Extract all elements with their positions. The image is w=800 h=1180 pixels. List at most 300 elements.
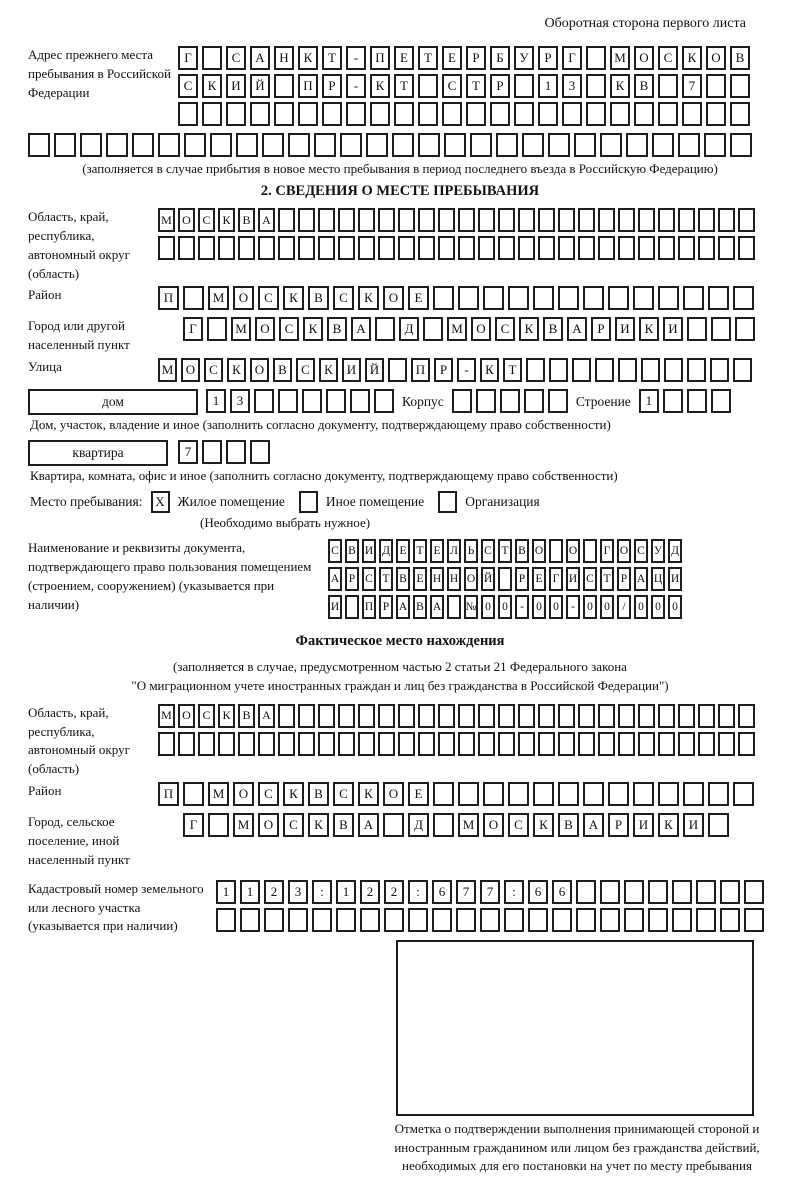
form-cell[interactable] xyxy=(598,732,615,756)
form-cell[interactable]: Й xyxy=(365,358,384,382)
form-cell[interactable] xyxy=(738,236,755,260)
form-cell[interactable] xyxy=(458,704,475,728)
form-cell[interactable]: 0 xyxy=(634,595,648,619)
form-cell[interactable]: С xyxy=(296,358,315,382)
form-cell[interactable]: С xyxy=(279,317,299,341)
form-cell[interactable]: В xyxy=(273,358,292,382)
form-cell[interactable]: Г xyxy=(183,813,204,837)
form-cell[interactable]: О xyxy=(233,782,254,806)
form-cell[interactable]: О xyxy=(634,46,654,70)
form-cell[interactable]: М xyxy=(208,782,229,806)
form-cell[interactable] xyxy=(696,880,716,904)
form-cell[interactable]: К xyxy=(218,208,235,232)
form-cell[interactable]: Е xyxy=(408,782,429,806)
form-cell[interactable] xyxy=(711,389,731,413)
form-cell[interactable] xyxy=(526,358,545,382)
form-cell[interactable] xyxy=(733,286,754,310)
form-cell[interactable] xyxy=(538,208,555,232)
form-cell[interactable] xyxy=(438,208,455,232)
form-cell[interactable] xyxy=(418,704,435,728)
form-cell[interactable]: Т xyxy=(503,358,522,382)
form-cell[interactable]: 0 xyxy=(498,595,512,619)
form-cell[interactable]: В xyxy=(515,539,529,563)
form-cell[interactable]: 0 xyxy=(549,595,563,619)
form-cell[interactable]: Ц xyxy=(651,567,665,591)
form-cell[interactable]: О xyxy=(706,46,726,70)
stay-type-checkbox-residential[interactable]: X xyxy=(151,491,170,513)
form-cell[interactable] xyxy=(658,74,678,98)
form-cell[interactable] xyxy=(358,704,375,728)
form-cell[interactable] xyxy=(398,732,415,756)
form-cell[interactable] xyxy=(533,286,554,310)
form-cell[interactable]: Р xyxy=(490,74,510,98)
form-cell[interactable]: В xyxy=(333,813,354,837)
form-cell[interactable] xyxy=(658,208,675,232)
form-cell[interactable] xyxy=(658,732,675,756)
form-cell[interactable] xyxy=(687,358,706,382)
form-cell[interactable] xyxy=(608,782,629,806)
form-cell[interactable] xyxy=(254,389,274,413)
form-cell[interactable]: Д xyxy=(668,539,682,563)
form-cell[interactable]: Г xyxy=(600,539,614,563)
form-cell[interactable]: К xyxy=(283,782,304,806)
form-cell[interactable] xyxy=(578,236,595,260)
form-cell[interactable]: К xyxy=(639,317,659,341)
form-cell[interactable]: 7 xyxy=(682,74,702,98)
form-cell[interactable] xyxy=(678,732,695,756)
form-cell[interactable]: К xyxy=(227,358,246,382)
form-cell[interactable] xyxy=(314,133,336,157)
form-cell[interactable] xyxy=(600,880,620,904)
form-cell[interactable] xyxy=(508,286,529,310)
form-cell[interactable] xyxy=(202,102,222,126)
form-cell[interactable] xyxy=(418,236,435,260)
form-cell[interactable]: С xyxy=(442,74,462,98)
form-cell[interactable]: К xyxy=(682,46,702,70)
form-cell[interactable]: М xyxy=(610,46,630,70)
form-cell[interactable] xyxy=(274,102,294,126)
form-cell[interactable]: 6 xyxy=(528,880,548,904)
form-cell[interactable] xyxy=(358,236,375,260)
form-cell[interactable]: Т xyxy=(413,539,427,563)
form-cell[interactable] xyxy=(318,236,335,260)
form-cell[interactable] xyxy=(514,102,534,126)
form-cell[interactable]: К xyxy=(519,317,539,341)
form-cell[interactable]: Т xyxy=(418,46,438,70)
form-cell[interactable] xyxy=(398,236,415,260)
form-cell[interactable] xyxy=(298,102,318,126)
form-cell[interactable] xyxy=(672,908,692,932)
form-cell[interactable] xyxy=(483,782,504,806)
form-cell[interactable]: Е xyxy=(442,46,462,70)
form-cell[interactable]: : xyxy=(504,880,524,904)
form-cell[interactable] xyxy=(730,74,750,98)
form-cell[interactable]: С xyxy=(495,317,515,341)
form-cell[interactable] xyxy=(226,102,246,126)
form-cell[interactable]: 1 xyxy=(216,880,236,904)
form-cell[interactable] xyxy=(572,358,591,382)
form-cell[interactable] xyxy=(638,704,655,728)
form-cell[interactable] xyxy=(498,704,515,728)
form-cell[interactable]: С xyxy=(583,567,597,591)
form-cell[interactable]: К xyxy=(202,74,222,98)
form-cell[interactable] xyxy=(552,908,572,932)
form-cell[interactable] xyxy=(558,236,575,260)
form-cell[interactable]: / xyxy=(617,595,631,619)
form-cell[interactable] xyxy=(498,208,515,232)
form-cell[interactable] xyxy=(447,595,461,619)
form-cell[interactable]: К xyxy=(610,74,630,98)
form-cell[interactable] xyxy=(598,236,615,260)
form-cell[interactable] xyxy=(370,102,390,126)
form-cell[interactable] xyxy=(183,286,204,310)
form-cell[interactable] xyxy=(476,389,496,413)
form-cell[interactable]: С xyxy=(204,358,223,382)
form-cell[interactable]: Д xyxy=(379,539,393,563)
form-cell[interactable]: К xyxy=(308,813,329,837)
form-cell[interactable]: И xyxy=(633,813,654,837)
form-cell[interactable] xyxy=(583,286,604,310)
form-cell[interactable] xyxy=(578,704,595,728)
form-cell[interactable] xyxy=(478,704,495,728)
form-cell[interactable]: Е xyxy=(396,539,410,563)
form-cell[interactable]: К xyxy=(370,74,390,98)
form-cell[interactable] xyxy=(392,133,414,157)
form-cell[interactable] xyxy=(558,782,579,806)
form-cell[interactable] xyxy=(218,236,235,260)
form-cell[interactable] xyxy=(633,286,654,310)
form-cell[interactable] xyxy=(558,732,575,756)
form-cell[interactable] xyxy=(483,286,504,310)
form-cell[interactable] xyxy=(262,133,284,157)
form-cell[interactable] xyxy=(408,908,428,932)
form-cell[interactable] xyxy=(678,236,695,260)
form-cell[interactable] xyxy=(490,102,510,126)
form-cell[interactable] xyxy=(664,358,683,382)
form-cell[interactable]: 0 xyxy=(600,595,614,619)
form-cell[interactable]: В xyxy=(730,46,750,70)
form-cell[interactable]: А xyxy=(258,704,275,728)
form-cell[interactable] xyxy=(583,539,597,563)
form-cell[interactable] xyxy=(432,908,452,932)
form-cell[interactable] xyxy=(708,782,729,806)
form-cell[interactable]: : xyxy=(312,880,332,904)
form-cell[interactable] xyxy=(730,133,752,157)
form-cell[interactable]: Т xyxy=(498,539,512,563)
form-cell[interactable]: А xyxy=(396,595,410,619)
form-cell[interactable]: 0 xyxy=(651,595,665,619)
form-cell[interactable]: К xyxy=(283,286,304,310)
form-cell[interactable] xyxy=(618,732,635,756)
form-cell[interactable] xyxy=(583,782,604,806)
form-cell[interactable] xyxy=(264,908,284,932)
form-cell[interactable]: В xyxy=(396,567,410,591)
form-cell[interactable] xyxy=(698,704,715,728)
form-cell[interactable] xyxy=(132,133,154,157)
form-cell[interactable] xyxy=(533,782,554,806)
form-cell[interactable]: В xyxy=(308,782,329,806)
form-cell[interactable]: 1 xyxy=(206,389,226,413)
form-cell[interactable] xyxy=(202,46,222,70)
form-cell[interactable] xyxy=(278,208,295,232)
form-cell[interactable] xyxy=(558,286,579,310)
form-cell[interactable]: И xyxy=(328,595,342,619)
form-cell[interactable]: О xyxy=(617,539,631,563)
form-cell[interactable]: Е xyxy=(532,567,546,591)
form-cell[interactable]: С xyxy=(258,782,279,806)
form-cell[interactable]: 0 xyxy=(481,595,495,619)
form-cell[interactable] xyxy=(558,208,575,232)
form-cell[interactable]: К xyxy=(298,46,318,70)
form-cell[interactable] xyxy=(398,704,415,728)
form-cell[interactable] xyxy=(658,704,675,728)
form-cell[interactable]: П xyxy=(411,358,430,382)
form-cell[interactable] xyxy=(578,208,595,232)
form-cell[interactable]: И xyxy=(566,567,580,591)
form-cell[interactable]: 2 xyxy=(384,880,404,904)
form-cell[interactable]: К xyxy=(218,704,235,728)
form-cell[interactable] xyxy=(576,908,596,932)
form-cell[interactable] xyxy=(624,908,644,932)
form-cell[interactable] xyxy=(744,908,764,932)
form-cell[interactable]: К xyxy=(319,358,338,382)
form-cell[interactable] xyxy=(218,732,235,756)
form-cell[interactable]: 2 xyxy=(264,880,284,904)
form-cell[interactable]: 6 xyxy=(552,880,572,904)
form-cell[interactable] xyxy=(278,389,298,413)
form-cell[interactable]: М xyxy=(158,358,177,382)
form-cell[interactable] xyxy=(586,74,606,98)
form-cell[interactable] xyxy=(733,358,752,382)
form-cell[interactable] xyxy=(558,704,575,728)
form-cell[interactable]: Б xyxy=(490,46,510,70)
form-cell[interactable]: 7 xyxy=(178,440,198,464)
form-cell[interactable] xyxy=(598,208,615,232)
form-cell[interactable] xyxy=(549,539,563,563)
form-cell[interactable]: Н xyxy=(447,567,461,591)
form-cell[interactable] xyxy=(504,908,524,932)
form-cell[interactable] xyxy=(600,133,622,157)
form-cell[interactable]: М xyxy=(458,813,479,837)
form-cell[interactable] xyxy=(496,133,518,157)
form-cell[interactable]: О xyxy=(532,539,546,563)
form-cell[interactable]: С xyxy=(634,539,648,563)
form-cell[interactable]: О xyxy=(471,317,491,341)
form-cell[interactable] xyxy=(626,133,648,157)
form-cell[interactable] xyxy=(378,236,395,260)
form-cell[interactable]: И xyxy=(226,74,246,98)
form-cell[interactable]: Л xyxy=(447,539,461,563)
form-cell[interactable] xyxy=(498,732,515,756)
form-cell[interactable] xyxy=(518,208,535,232)
form-cell[interactable] xyxy=(433,782,454,806)
form-cell[interactable] xyxy=(658,236,675,260)
form-cell[interactable]: Р xyxy=(322,74,342,98)
form-cell[interactable] xyxy=(586,46,606,70)
form-cell[interactable]: Й xyxy=(250,74,270,98)
form-cell[interactable] xyxy=(562,102,582,126)
form-cell[interactable]: У xyxy=(514,46,534,70)
form-cell[interactable] xyxy=(326,389,346,413)
form-cell[interactable] xyxy=(458,782,479,806)
form-cell[interactable] xyxy=(433,813,454,837)
form-cell[interactable]: Е xyxy=(394,46,414,70)
form-cell[interactable] xyxy=(638,208,655,232)
form-cell[interactable]: 3 xyxy=(562,74,582,98)
form-cell[interactable]: С xyxy=(226,46,246,70)
form-cell[interactable] xyxy=(438,732,455,756)
form-cell[interactable]: Р xyxy=(617,567,631,591)
form-cell[interactable]: 1 xyxy=(336,880,356,904)
form-cell[interactable] xyxy=(418,133,440,157)
form-cell[interactable]: Е xyxy=(413,567,427,591)
form-cell[interactable] xyxy=(720,908,740,932)
form-cell[interactable]: Т xyxy=(379,567,393,591)
form-cell[interactable]: Г xyxy=(178,46,198,70)
form-cell[interactable] xyxy=(418,74,438,98)
form-cell[interactable] xyxy=(236,133,258,157)
form-cell[interactable]: М xyxy=(158,704,175,728)
form-cell[interactable]: С xyxy=(362,567,376,591)
form-cell[interactable]: М xyxy=(231,317,251,341)
form-cell[interactable]: 7 xyxy=(480,880,500,904)
form-cell[interactable] xyxy=(683,286,704,310)
form-cell[interactable] xyxy=(378,704,395,728)
form-cell[interactable] xyxy=(378,208,395,232)
form-cell[interactable]: П xyxy=(362,595,376,619)
form-cell[interactable] xyxy=(442,102,462,126)
form-cell[interactable] xyxy=(618,358,637,382)
form-cell[interactable] xyxy=(438,704,455,728)
form-cell[interactable] xyxy=(54,133,76,157)
form-cell[interactable] xyxy=(548,133,570,157)
form-cell[interactable]: С xyxy=(508,813,529,837)
form-cell[interactable] xyxy=(538,732,555,756)
form-cell[interactable] xyxy=(226,440,246,464)
form-cell[interactable] xyxy=(598,704,615,728)
form-cell[interactable] xyxy=(682,102,702,126)
form-cell[interactable]: В xyxy=(345,539,359,563)
form-cell[interactable] xyxy=(238,732,255,756)
form-cell[interactable] xyxy=(183,782,204,806)
form-cell[interactable]: В xyxy=(308,286,329,310)
form-cell[interactable]: У xyxy=(651,539,665,563)
form-cell[interactable]: А xyxy=(583,813,604,837)
form-cell[interactable]: А xyxy=(634,567,648,591)
form-cell[interactable]: 2 xyxy=(360,880,380,904)
form-cell[interactable] xyxy=(240,908,260,932)
form-cell[interactable] xyxy=(704,133,726,157)
form-cell[interactable] xyxy=(456,908,476,932)
form-cell[interactable] xyxy=(698,236,715,260)
form-cell[interactable]: О xyxy=(178,208,195,232)
form-cell[interactable] xyxy=(458,208,475,232)
form-cell[interactable] xyxy=(518,704,535,728)
form-cell[interactable]: А xyxy=(258,208,275,232)
form-cell[interactable] xyxy=(158,133,180,157)
form-cell[interactable] xyxy=(595,358,614,382)
form-cell[interactable] xyxy=(672,880,692,904)
form-cell[interactable]: П xyxy=(158,286,179,310)
form-cell[interactable]: Р xyxy=(591,317,611,341)
form-cell[interactable] xyxy=(480,908,500,932)
form-cell[interactable]: О xyxy=(258,813,279,837)
form-cell[interactable] xyxy=(638,236,655,260)
form-cell[interactable]: Р xyxy=(345,567,359,591)
form-cell[interactable]: Й xyxy=(481,567,495,591)
form-cell[interactable]: К xyxy=(303,317,323,341)
form-cell[interactable] xyxy=(452,389,472,413)
form-cell[interactable] xyxy=(610,102,630,126)
form-cell[interactable]: О xyxy=(383,782,404,806)
form-cell[interactable] xyxy=(624,880,644,904)
form-cell[interactable] xyxy=(358,732,375,756)
form-cell[interactable] xyxy=(706,74,726,98)
form-cell[interactable]: Д xyxy=(399,317,419,341)
form-cell[interactable]: П xyxy=(370,46,390,70)
form-cell[interactable] xyxy=(663,389,683,413)
form-cell[interactable]: 6 xyxy=(432,880,452,904)
form-cell[interactable] xyxy=(318,208,335,232)
form-cell[interactable] xyxy=(678,704,695,728)
form-cell[interactable] xyxy=(648,908,668,932)
form-cell[interactable]: О xyxy=(181,358,200,382)
form-cell[interactable] xyxy=(633,782,654,806)
form-cell[interactable] xyxy=(278,732,295,756)
form-cell[interactable]: П xyxy=(298,74,318,98)
form-cell[interactable] xyxy=(274,74,294,98)
form-cell[interactable]: 0 xyxy=(668,595,682,619)
form-cell[interactable] xyxy=(687,389,707,413)
form-cell[interactable] xyxy=(618,704,635,728)
form-cell[interactable] xyxy=(576,880,596,904)
form-cell[interactable]: С xyxy=(481,539,495,563)
form-cell[interactable]: С xyxy=(198,208,215,232)
form-cell[interactable]: И xyxy=(683,813,704,837)
form-cell[interactable] xyxy=(574,133,596,157)
form-cell[interactable]: О xyxy=(178,704,195,728)
form-cell[interactable]: С xyxy=(328,539,342,563)
form-cell[interactable] xyxy=(438,236,455,260)
form-cell[interactable] xyxy=(375,317,395,341)
form-cell[interactable]: О xyxy=(250,358,269,382)
form-cell[interactable] xyxy=(478,236,495,260)
form-cell[interactable] xyxy=(549,358,568,382)
form-cell[interactable]: Р xyxy=(379,595,393,619)
form-cell[interactable]: М xyxy=(233,813,254,837)
form-cell[interactable]: Р xyxy=(515,567,529,591)
form-cell[interactable]: О xyxy=(383,286,404,310)
form-cell[interactable] xyxy=(383,813,404,837)
form-cell[interactable] xyxy=(208,813,229,837)
form-cell[interactable] xyxy=(336,908,356,932)
form-cell[interactable] xyxy=(711,317,731,341)
form-cell[interactable] xyxy=(600,908,620,932)
form-cell[interactable] xyxy=(278,704,295,728)
form-cell[interactable] xyxy=(258,732,275,756)
form-cell[interactable] xyxy=(210,133,232,157)
form-cell[interactable] xyxy=(738,704,755,728)
form-cell[interactable] xyxy=(384,908,404,932)
form-cell[interactable]: - xyxy=(457,358,476,382)
form-cell[interactable] xyxy=(738,732,755,756)
form-cell[interactable] xyxy=(28,133,50,157)
form-cell[interactable]: А xyxy=(328,567,342,591)
form-cell[interactable]: С xyxy=(333,782,354,806)
form-cell[interactable]: Г xyxy=(183,317,203,341)
form-cell[interactable]: 7 xyxy=(456,880,476,904)
form-cell[interactable] xyxy=(216,908,236,932)
